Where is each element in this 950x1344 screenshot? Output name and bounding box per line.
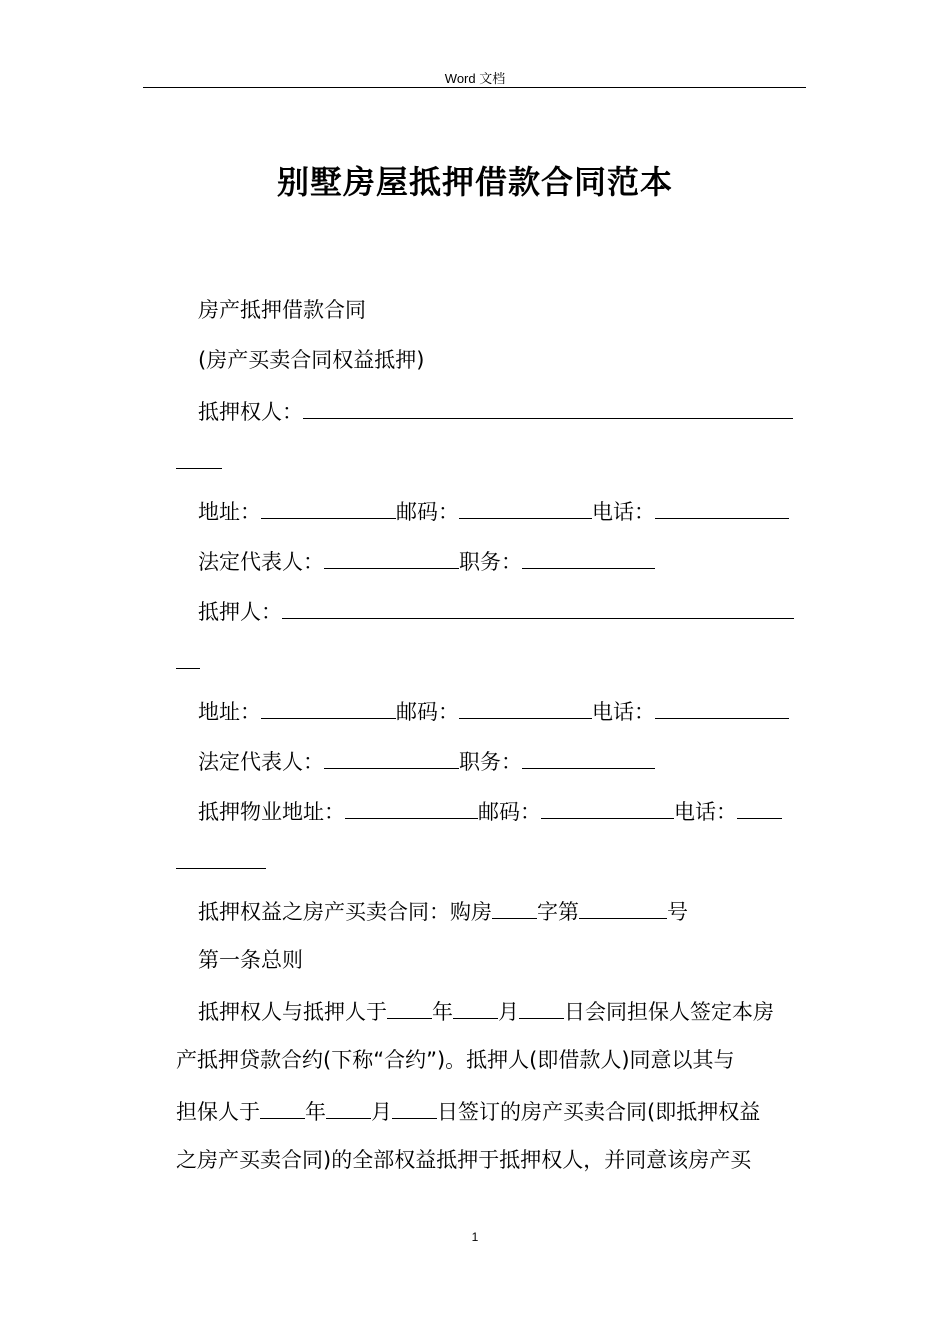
blank-field[interactable] [459, 690, 592, 719]
form-line-contract-number: 抵押权益之房产买卖合同：购房 字第 号 [176, 890, 800, 940]
form-line-address: 地址： 邮码： 电话： [176, 490, 800, 540]
blank-field[interactable] [387, 990, 432, 1019]
section-heading: 第一条总则 [198, 948, 303, 972]
blank-field[interactable] [541, 790, 674, 819]
form-line-continuation [176, 440, 800, 490]
blank-field[interactable] [261, 690, 396, 719]
paragraph: 抵押权人与抵押人于 年 月 日会同担保人签定本房 [176, 990, 800, 1040]
blank-field[interactable] [579, 890, 667, 919]
blank-field[interactable] [492, 890, 537, 919]
blank-field[interactable] [282, 590, 794, 619]
blank-field[interactable] [324, 540, 459, 569]
paragraph: 之房产买卖合同)的全部权益抵押于抵押权人，并同意该房产买 [176, 1148, 752, 1172]
form-line-mortgagee: 抵押权人： [176, 390, 800, 440]
blank-field[interactable] [655, 490, 789, 519]
form-line-legal-rep: 法定代表人： 职务： [176, 540, 800, 590]
paragraph: (房产买卖合同权益抵押) [198, 348, 425, 372]
blank-field[interactable] [176, 440, 222, 469]
document-body [176, 290, 800, 1190]
blank-field[interactable] [260, 1090, 305, 1119]
blank-field[interactable] [326, 1090, 371, 1119]
blank-field[interactable] [176, 640, 200, 669]
page-header: Word 文档 [444, 71, 506, 86]
form-line-continuation [176, 840, 800, 890]
blank-field[interactable] [453, 990, 498, 1019]
blank-field[interactable] [519, 990, 564, 1019]
blank-field[interactable] [261, 490, 396, 519]
paragraph: 产抵押贷款合约(下称“合约”)。抵押人(即借款人)同意以其与 [176, 1048, 735, 1072]
form-line-property-address: 抵押物业地址： 邮码： 电话： [176, 790, 800, 840]
blank-field[interactable] [522, 740, 655, 769]
paragraph: 担保人于 年 月 日签订的房产买卖合同(即抵押权益 [176, 1090, 800, 1140]
page-number: 1 [471, 1230, 479, 1244]
form-line-legal-rep: 法定代表人： 职务： [176, 740, 800, 790]
form-line-mortgagor: 抵押人： [176, 590, 800, 640]
blank-field[interactable] [655, 690, 789, 719]
blank-field[interactable] [345, 790, 478, 819]
blank-field[interactable] [324, 740, 459, 769]
blank-field[interactable] [522, 540, 655, 569]
form-line-address: 地址： 邮码： 电话： [176, 690, 800, 740]
document-title: 别墅房屋抵押借款合同范本 [276, 163, 673, 201]
blank-field[interactable] [459, 490, 592, 519]
header-rule [143, 87, 806, 88]
blank-field[interactable] [392, 1090, 437, 1119]
blank-field[interactable] [303, 390, 793, 419]
form-line-continuation [176, 640, 800, 690]
blank-field[interactable] [737, 790, 782, 819]
blank-field[interactable] [176, 840, 266, 869]
paragraph: 房产抵押借款合同 [198, 298, 366, 322]
